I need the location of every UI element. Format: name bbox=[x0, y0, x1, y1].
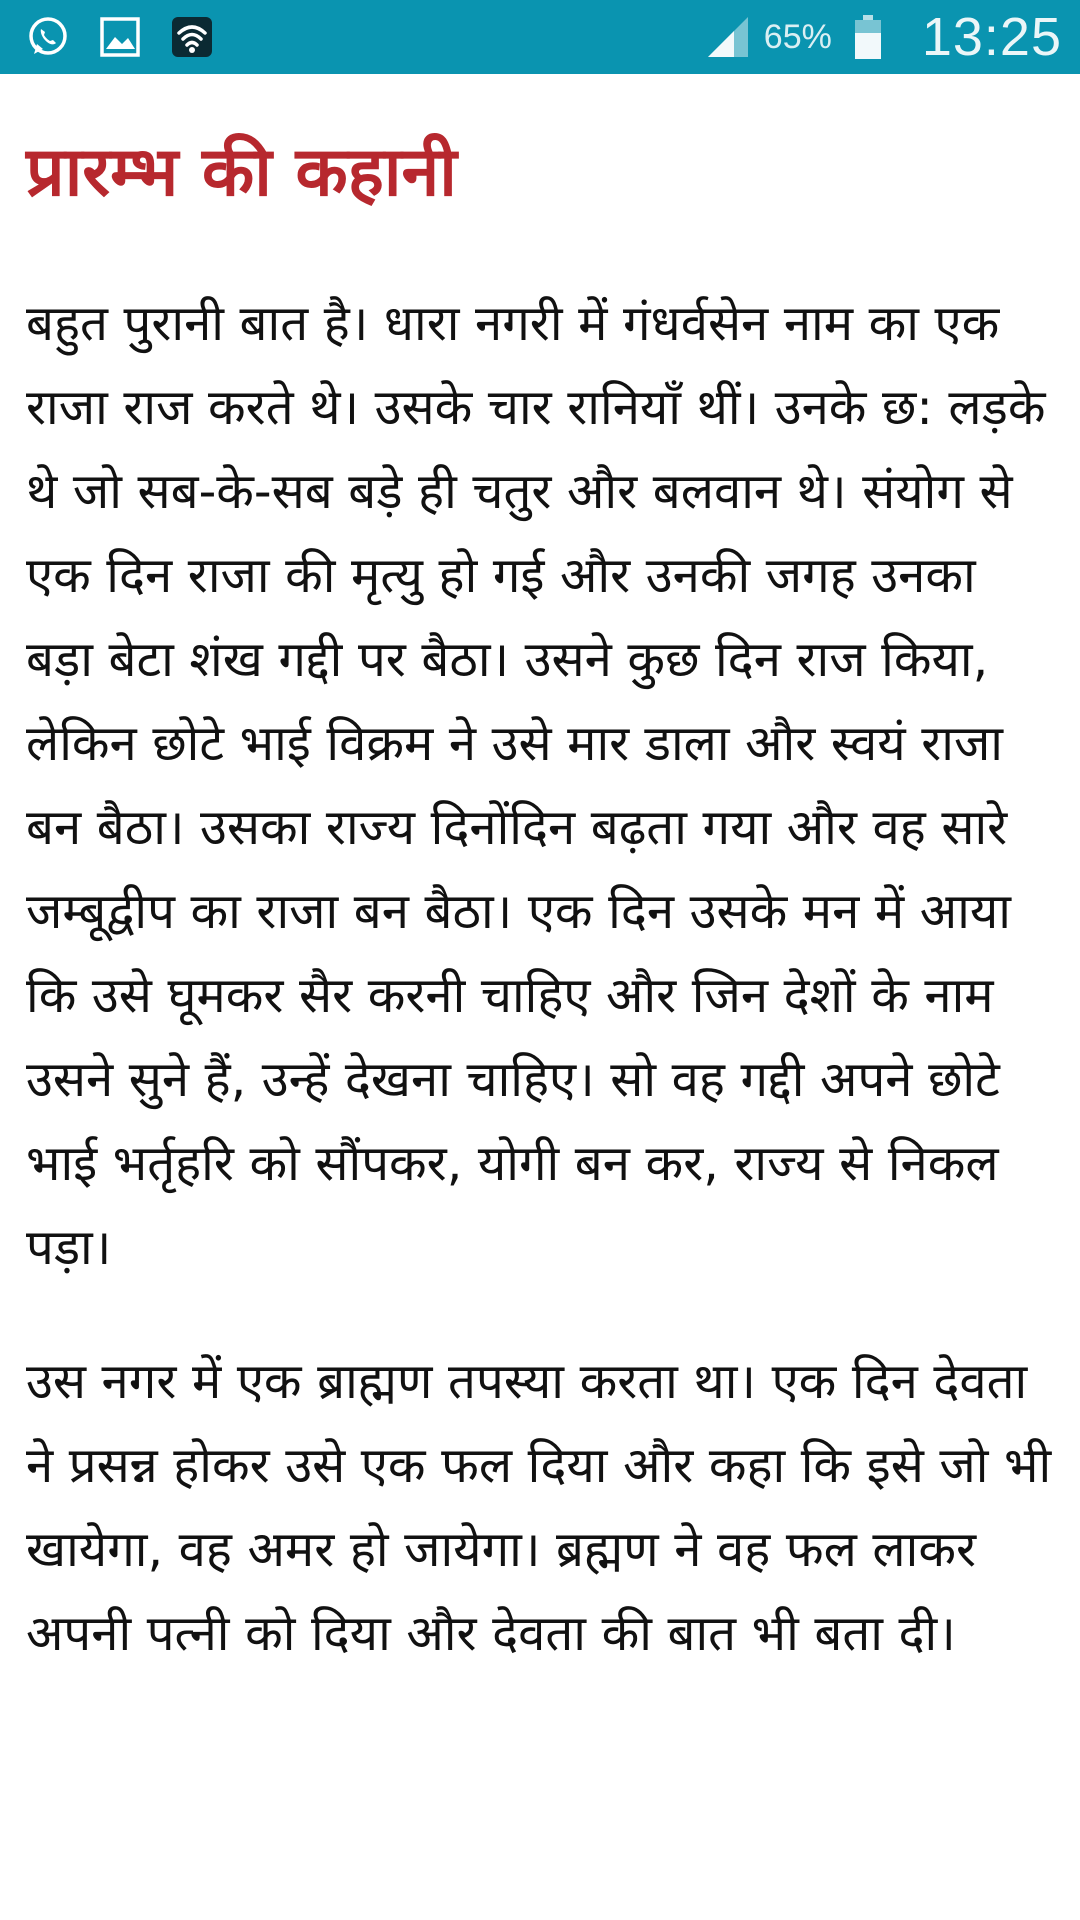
clock: 13:25 bbox=[921, 7, 1062, 67]
story-content[interactable] bbox=[0, 74, 1080, 1726]
story-paragraph: उस नगर में एक ब्राह्मण तपस्या करता था। एक दिन देवता ने प्रसन्न होकर उसे एक फल दिया और कहा कि इसे जो भी खायेगा, वह अमर हो जायेगा। ब्रह्मण ने वह फल लाकर अपनी पत्नी को दिया और देवता की बात भी बता दी। bbox=[26, 1352, 1052, 1662]
notification-icons bbox=[24, 13, 216, 61]
battery-icon bbox=[844, 13, 892, 61]
wifi-hotspot-icon bbox=[168, 13, 216, 61]
battery-percent: 65% bbox=[763, 17, 832, 56]
gallery-icon bbox=[96, 13, 144, 61]
status-bar bbox=[0, 0, 1080, 74]
story-title: प्रारम्भ की कहानी bbox=[26, 133, 457, 212]
system-indicators bbox=[704, 6, 1062, 68]
story-paragraph: बहुत पुरानी बात है। धारा नगरी में गंधर्वसेन नाम का एक राजा राज करते थे। उसके चार रानियाँ थीं। उनके छ: लड़के थे जो सब-के-सब बड़े ही चतुर और बलवान थे। संयोग से एक दिन राजा की मृत्यु हो गई और उनकी जगह उनका बड़ा बेटा शंख गद्दी पर बैठा। उसने कुछ दिन राज किया, लेकिन छोटे भाई विक्रम ने उसे मार डाला और स्वयं राजा बन बैठा। उसका राज्य दिनोंदिन बढ़ता गया और वह सारे जम्बूद्वीप का राजा बन बैठा। एक दिन उसके मन में आया कि उसे घूमकर सैर करनी चाहिए और जिन देशों के नाम उसने सुने हैं, उन्हें देखना चाहिए। सो वह गद्दी अपने छोटे भाई भर्तृहरि को सौंपकर, योगी बन कर, राज्य से निकल पड़ा। bbox=[26, 294, 1046, 1276]
signal-icon bbox=[704, 13, 752, 61]
whatsapp-icon bbox=[24, 13, 72, 61]
